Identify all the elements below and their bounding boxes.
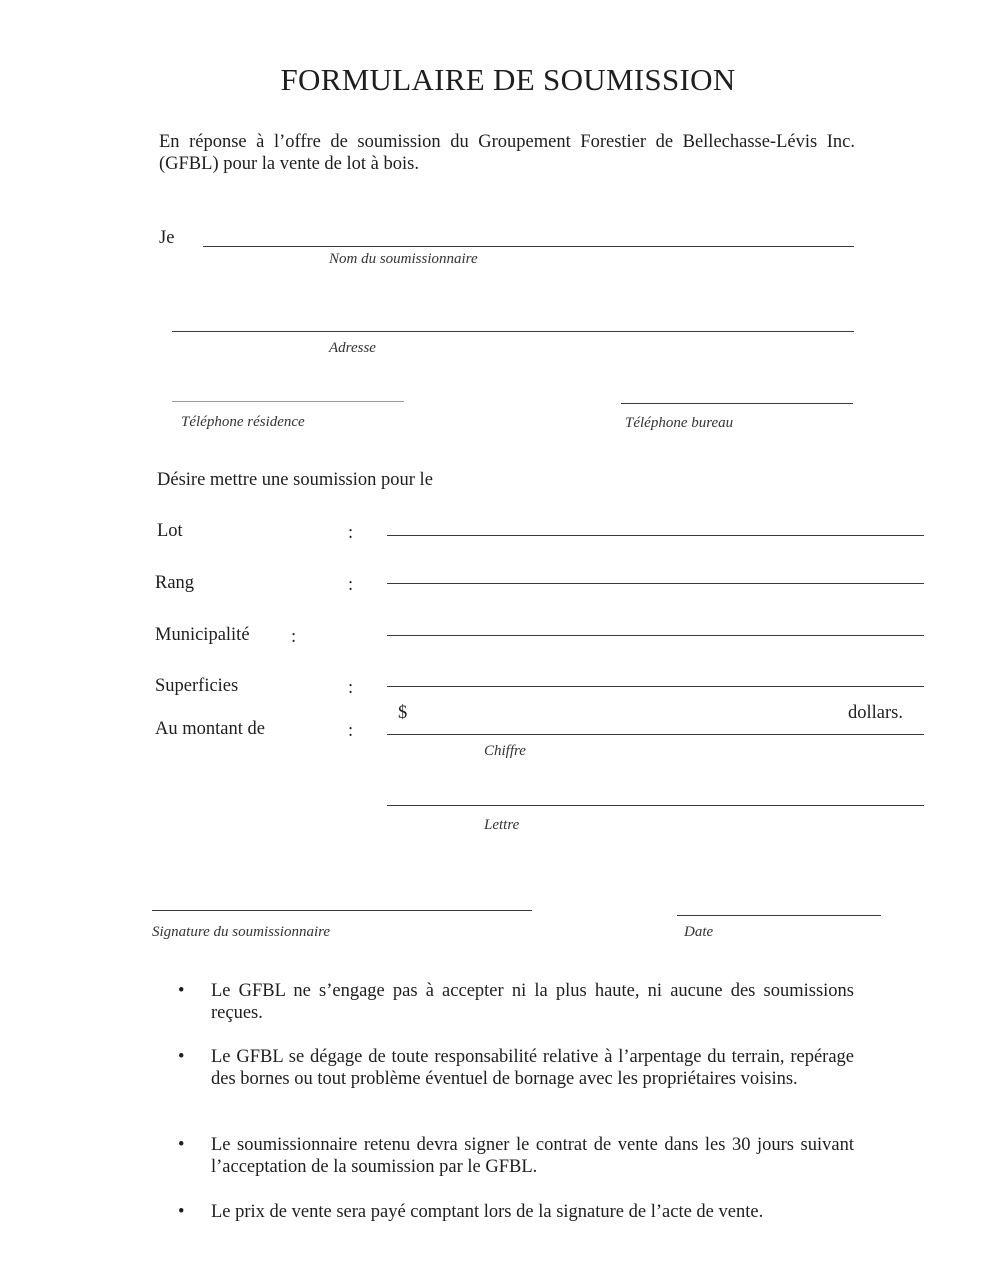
lot-colon: : (348, 523, 354, 543)
lot-label: Lot (157, 521, 183, 541)
dollars-word: dollars. (848, 703, 903, 723)
nom-caption: Nom du soumissionnaire (329, 251, 478, 267)
superficies-colon: : (348, 678, 354, 698)
desire-text: Désire mettre une soumission pour le (157, 470, 433, 490)
rang-colon: : (348, 575, 354, 595)
municipalite-colon: : (291, 627, 297, 647)
bullet-item (178, 1201, 854, 1223)
adresse-field[interactable] (172, 331, 854, 332)
bullet-dot: • (178, 1135, 185, 1155)
dollar-sign: $ (398, 703, 408, 723)
montant-label: Au montant de (155, 719, 265, 739)
bullet-text: Le GFBL se dégage de toute responsabilité relative à l’arpentage du terrain, repérage des bornes ou tout problème éventuel de bornage avec les propriétaires voisins. (211, 1047, 854, 1089)
bullet-item (178, 1134, 854, 1178)
superficies-field[interactable] (387, 686, 924, 687)
rang-label: Rang (155, 573, 195, 593)
intro-paragraph: En réponse à l’offre de soumission du Groupement Forestier de Bellechasse-Lévis Inc. (GFBL) pour la vente de lot à bois. (159, 132, 855, 174)
tel-residence-caption: Téléphone résidence (181, 414, 305, 430)
rang-field[interactable] (387, 583, 924, 584)
signature-field[interactable] (152, 910, 532, 911)
bullet-text: Le GFBL ne s’engage pas à accepter ni la plus haute, ni aucune des soumissions reçues. (211, 981, 854, 1023)
tel-bureau-field[interactable] (621, 403, 853, 404)
montant-lettre-field[interactable] (387, 805, 924, 806)
tel-residence-field[interactable] (172, 401, 404, 402)
montant-colon: : (348, 721, 354, 741)
bullet-dot: • (178, 981, 185, 1001)
form-title: FORMULAIRE DE SOUMISSION (280, 62, 736, 97)
date-field[interactable] (677, 915, 881, 916)
municipalite-field[interactable] (387, 635, 924, 636)
tel-bureau-caption: Téléphone bureau (625, 415, 734, 431)
lot-field[interactable] (387, 535, 924, 536)
lettre-caption: Lettre (484, 817, 520, 833)
bullet-text: Le soumissionnaire retenu devra signer le contrat de vente dans les 30 jours suivant l’acceptation de la soumission par le GFBL. (211, 1135, 854, 1177)
bullet-dot: • (178, 1202, 185, 1222)
nom-soumissionnaire-field[interactable] (203, 246, 854, 247)
date-caption: Date (684, 924, 714, 940)
bullet-item (178, 980, 854, 1024)
chiffre-caption: Chiffre (484, 743, 526, 759)
bullet-text: Le prix de vente sera payé comptant lors de la signature de l’acte de vente. (211, 1202, 764, 1222)
bullet-dot: • (178, 1047, 185, 1067)
signature-caption: Signature du soumissionnaire (152, 924, 331, 940)
je-label: Je (159, 228, 175, 248)
municipalite-label: Municipalité (155, 625, 250, 645)
montant-chiffre-field[interactable] (387, 734, 924, 735)
bullet-item (178, 1046, 854, 1090)
adresse-caption: Adresse (329, 340, 376, 356)
superficies-label: Superficies (155, 676, 239, 696)
